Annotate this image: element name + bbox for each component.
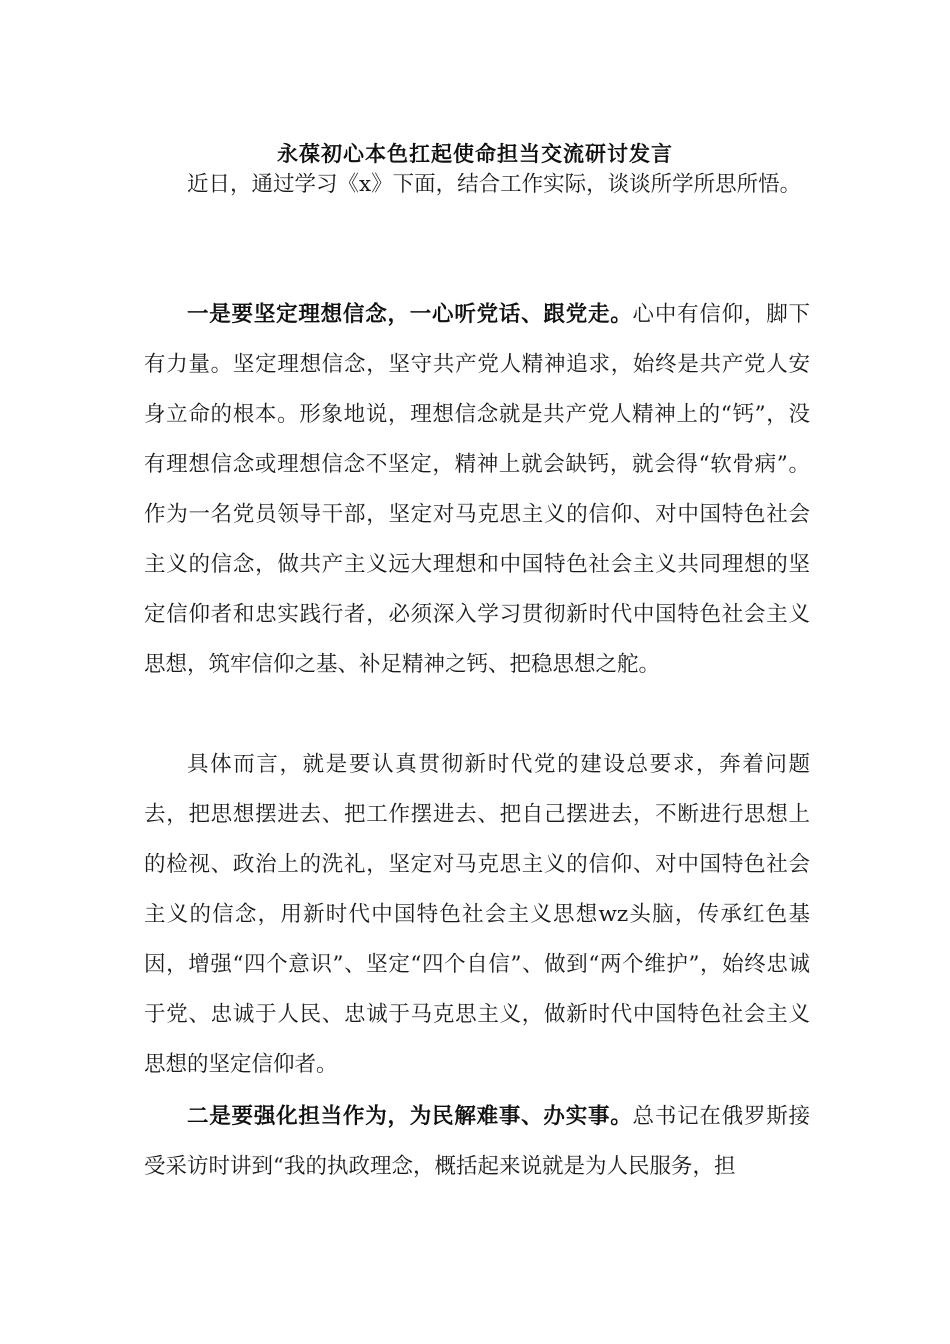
point-one-detail-paragraph: 具体而言，就是要认真贯彻新时代党的建设总要求，奔着问题去，把思想摆进去、把工作摆进去、把自己摆进去，不断进行思想上的检视、政治上的洗礼，坚定对马克思主义的信仰、对中国特色社会主义的信念，用新时代中国特色社会主义思想wz头脑，传承红色基因，增强“四个意识”、坚定“四个自信”、做到“两个维护”，始终忠诚于党、忠诚于人民、忠诚于马克思主义，做新时代中国特色社会主义思想的坚定信仰者。 <box>144 752 810 1077</box>
point-one-body: 心中有信仰，脚下有力量。坚定理想信念，坚守共产党人精神追求，始终是共产党人安身立命的根本。形象地说，理想信念就是共产党人精神上的“钙”，没有理想信念或理想信念不坚定，精神上就会缺钙，就会得“软骨病”。作为一名党员领导干部，坚定对马克思主义的信仰、对中国特色社会主义的信念，做共产主义远大理想和中国特色社会主义共同理想的坚定信仰者和忠实践行者，必须深入学习贯彻新时代中国特色社会主义思想，筑牢信仰之基、补足精神之钙、把稳思想之舵。 <box>144 302 810 677</box>
point-one-paragraph <box>144 290 810 690</box>
intro-paragraph: 近日，通过学习《x》下面，结合工作实际，谈谈所学所思所悟。 <box>187 172 802 197</box>
point-one-heading: 一是要坚定理想信念，一心听党话、跟党走。 <box>187 302 633 327</box>
point-two-body: 总书记在俄罗斯接受采访时讲到“我的执政理念，概括起来说就是为人民服务，担 <box>144 1104 810 1179</box>
point-two-heading: 二是要强化担当作为，为民解难事、办实事。 <box>187 1104 633 1129</box>
document-title: 永葆初心本色扛起使命担当交流研讨发言 <box>277 141 673 166</box>
point-two-paragraph <box>144 1092 810 1192</box>
